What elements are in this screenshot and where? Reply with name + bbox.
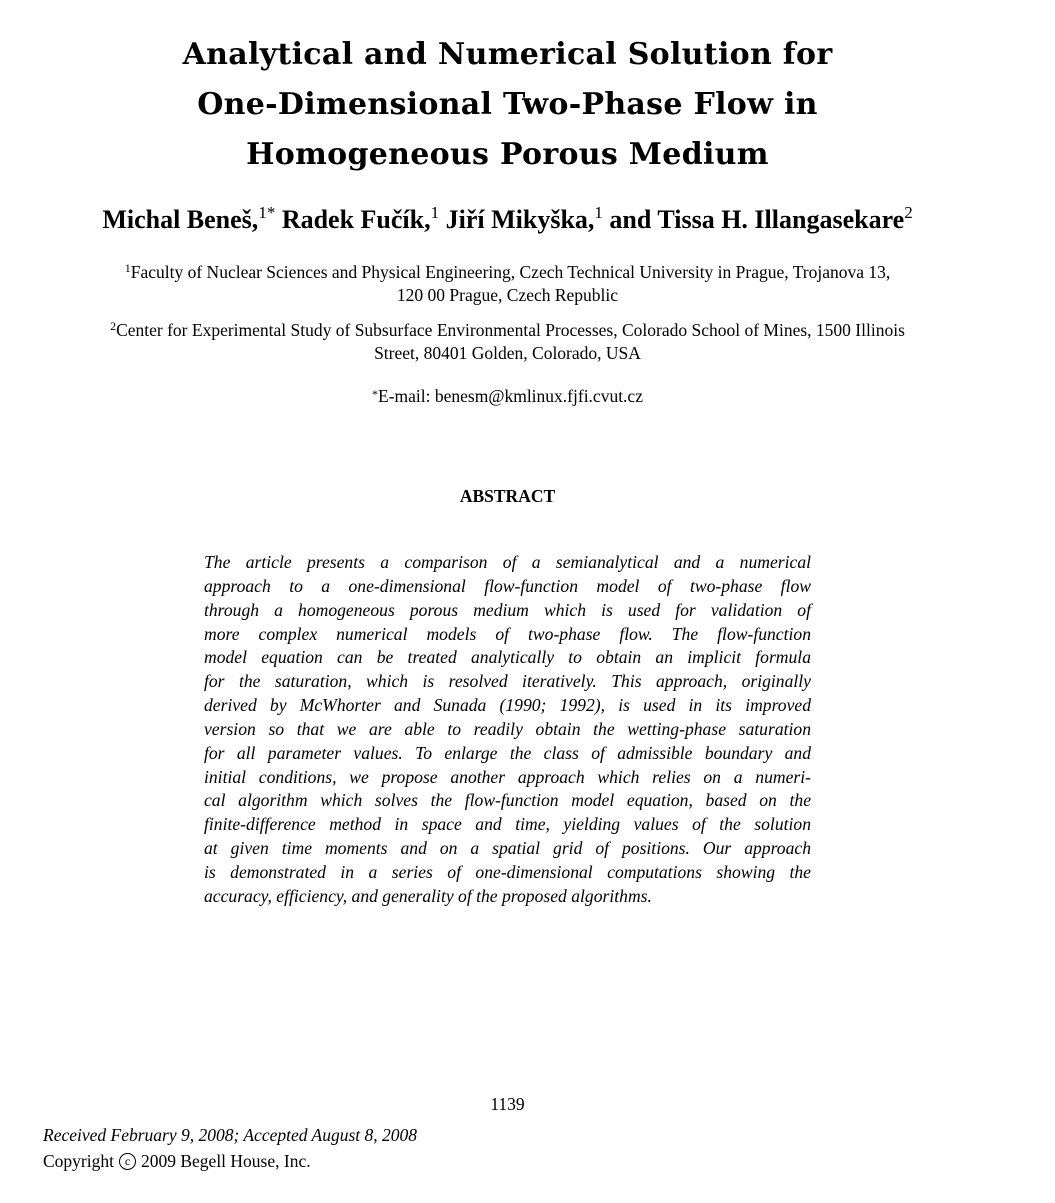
copyright-word: Copyright <box>43 1151 114 1171</box>
author-mark: 1 <box>594 203 603 222</box>
abstract-body <box>204 551 811 909</box>
abstract-line: The article presents a comparison of a semianalytical and a numerical <box>204 552 811 572</box>
page-number: 1139 <box>490 1094 525 1114</box>
affiliation-2 <box>40 319 975 365</box>
affiliation-line: 120 00 Prague, Czech Republic <box>396 285 619 305</box>
abstract-line: for the saturation, which is resolved iteratively. This approach, originally <box>204 671 811 692</box>
title-line-1: Analytical and Numerical Solution for <box>182 37 833 72</box>
abstract-line: accuracy, efficiency, and generality of the proposed algorithms. <box>204 885 652 906</box>
title-line-2: One-Dimensional Two-Phase Flow in <box>197 87 818 122</box>
abstract-line: initial conditions, we propose another approach which relies on a numeri- <box>204 766 811 787</box>
author-mark: 1* <box>258 203 276 222</box>
author-mark: 1 <box>430 203 440 222</box>
author-list <box>0 205 1015 235</box>
abstract-line: for all parameter values. To enlarge the class of admissible boundary and <box>204 742 811 763</box>
received-accepted-dates: Received February 9, 2008; Accepted August 8, 2008 <box>43 1125 418 1145</box>
title-line-3: Homogeneous Porous Medium <box>246 137 769 172</box>
affiliation-line: Faculty of Nuclear Sciences and Physical Engineering, Czech Technical University in Prague, Trojanova 13, <box>130 262 891 282</box>
affiliation-line: Center for Experimental Study of Subsurface Environmental Processes, Colorado School of Mines, 1500 Illinois <box>116 320 905 340</box>
abstract-line: is demonstrated in a series of one-dimensional computations showing the <box>204 861 811 882</box>
author-name: Radek Fučík, <box>281 205 431 234</box>
copyright-notice <box>43 1151 311 1172</box>
affiliation-mark: 2 <box>110 319 117 333</box>
affiliation-1 <box>40 261 975 307</box>
abstract-line: derived by McWhorter and Sunada (1990; 1992), is used in its improved <box>204 695 811 716</box>
abstract-line: more complex numerical models of two-phase flow. The flow-function <box>204 623 811 644</box>
abstract-line: at given time moments and on a spatial grid of positions. Our approach <box>204 838 811 859</box>
abstract-line: version so that we are able to readily obtain the wetting-phase saturation <box>204 718 811 739</box>
copyright-icon: c <box>119 1153 136 1170</box>
abstract-heading: ABSTRACT <box>459 486 556 506</box>
affiliation-line: Street, 80401 Golden, Colorado, USA <box>374 343 641 363</box>
abstract-line: model equation can be treated analytically to obtain an implicit formula <box>204 647 811 668</box>
email-mark: * <box>372 387 379 401</box>
email-text: E-mail: benesm@kmlinux.fjfi.cvut.cz <box>378 386 643 406</box>
author-name: Michal Beneš, <box>102 205 259 234</box>
affiliation-mark: 1 <box>124 261 131 275</box>
author-name: Jiří Mikyška, <box>445 205 595 234</box>
abstract-line: approach to a one-dimensional flow-function model of two-phase flow <box>204 575 811 596</box>
abstract-line: cal algorithm which solves the flow-function model equation, based on the <box>204 790 811 811</box>
paper-title <box>0 30 1015 180</box>
abstract-line: through a homogeneous porous medium which is used for validation of <box>204 599 811 620</box>
author-mark: 2 <box>904 203 913 222</box>
abstract-line: finite-difference method in space and time, yielding values of the solution <box>204 814 811 835</box>
corresponding-email <box>0 386 1015 407</box>
author-name: and Tissa H. Illangasekare <box>609 205 905 234</box>
copyright-text: 2009 Begell House, Inc. <box>140 1151 311 1171</box>
